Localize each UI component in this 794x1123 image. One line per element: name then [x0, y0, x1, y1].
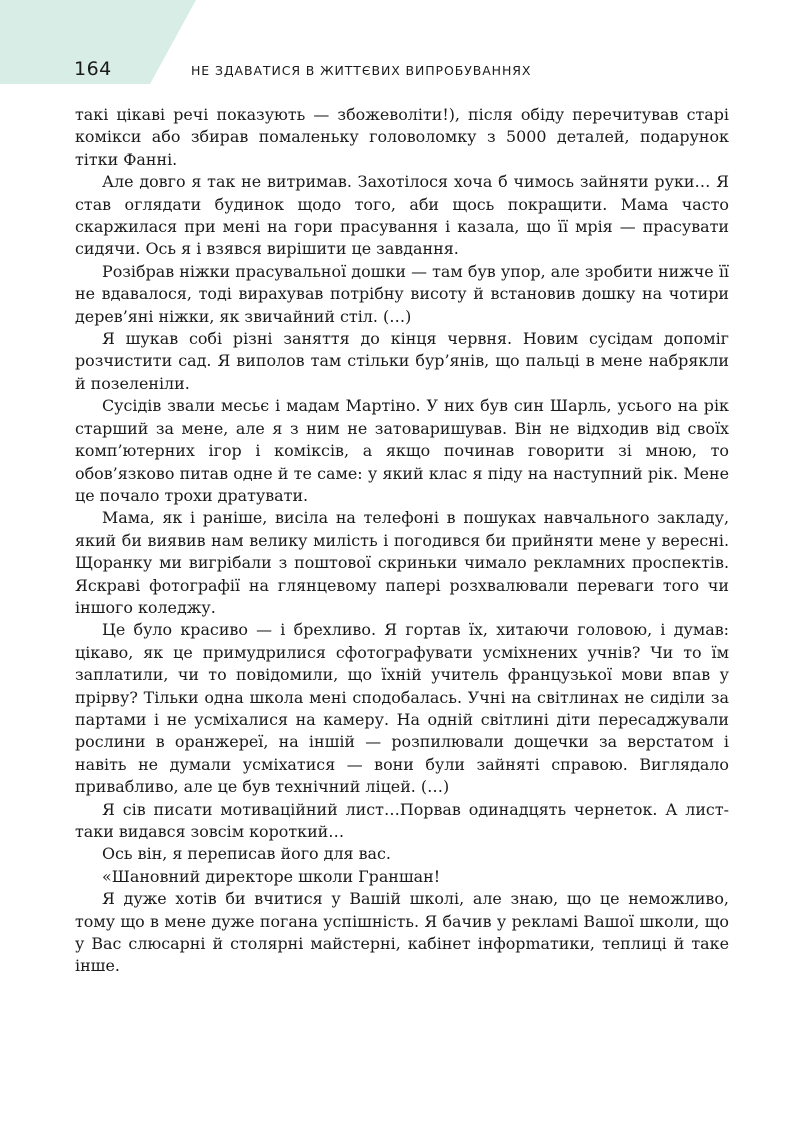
running-title: НЕ ЗДАВАТИСЯ В ЖИТТЄВИХ ВИПРОБУВАННЯХ [191, 63, 532, 78]
paragraph-9: Ось він, я переписав його для вас. [102, 844, 391, 864]
paragraph-8: Я сів писати мотиваційний лист…Порвав одинадцять чернеток. А лист-таки видався зовсім короткий… [75, 799, 729, 841]
paragraph-4: Я шукав собі різні заняття до кінця червня. Новим сусідам допоміг розчистити сад. Я виполов там стільки бур’янів, що пальці в мене набрякли й позеленіли. [75, 329, 729, 393]
paragraph-6: Мама, як і раніше, висіла на телефоні в пошуках навчального закладу, який би виявив нам велику милість і погодився би прийняти мене у вересні. Щоранку ми вигрібали з поштової скриньки чимало рекламних проспектів. Яскраві фотографії на глянцевому папері розхвалювали переваги того чи іншого коледжу. [75, 508, 729, 617]
paragraph-2: Але довго я так не витримав. Захотілося хоча б чимось зайняти руки… Я став оглядати будинок щодо того, аби щось покращити. Мама часто скаржилася при мені на гори прасування і казала, що її мрія — прасувати сидячи. Ось я і взявся вирішити це завдання. [75, 172, 729, 259]
body-text [75, 104, 729, 978]
paragraph-5: Сусідів звали месьє і мадам Мартіно. У них був син Шарль, усього на рік старший за мене, але я з ним не затоваришував. Він не відходив від своїх комп’ютерних ігор і коміксів, а якщо починав говорити зі мною, то обов’язково питав одне й те саме: у який клас я піду на наступний рік. Мене це почало трохи дратувати. [75, 396, 729, 505]
letter-salutation: «Шановний директоре школи Граншан! [102, 866, 441, 886]
paragraph-7: Це було красиво — і брехливо. Я гортав їх, хитаючи головою, і думав: цікаво, як це примудрилися сфотографувати усміхнених учнів? Чи то їм заплатили, чи то повідомили, що їхній учитель французької мови впав у прірву? Тільки одна школа мені сподобалась. Учні на світлинах не сиділи за партами і не усміхалися на камеру. На одній світлині діти пересаджували рослини в оранжереї, на іншій — розпилювали дощечки за верстатом і навіть не думали усміхатися — вони були зайняті справою. Виглядало привабливо, але це був технічний ліцей. (…) [75, 620, 729, 797]
page-number: 164 [74, 58, 112, 80]
letter-paragraph: Я дуже хотів би вчитися у Вашій школі, але знаю, що це неможливо, тому що в мене дуже погана успішність. Я бачив у рекламі Вашої школи, що у Вас слюсарні й столярні майстерні, кабінет інфорmатики, теплиці й таке інше. [75, 889, 729, 976]
paragraph-1: такі цікаві речі показують — збожеволіти!), після обіду перечитував старі комікси або збирав помаленьку головоломку з 5000 деталей, подарунок тітки Фанні. [75, 105, 729, 169]
paragraph-3: Розібрав ніжки прасувальної дошки — там був упор, але зробити нижче її не вдавалося, тоді вирахував потрібну висоту й встановив дошку на чотири дерев’яні ніжки, як звичайний стіл. (…) [75, 261, 729, 326]
